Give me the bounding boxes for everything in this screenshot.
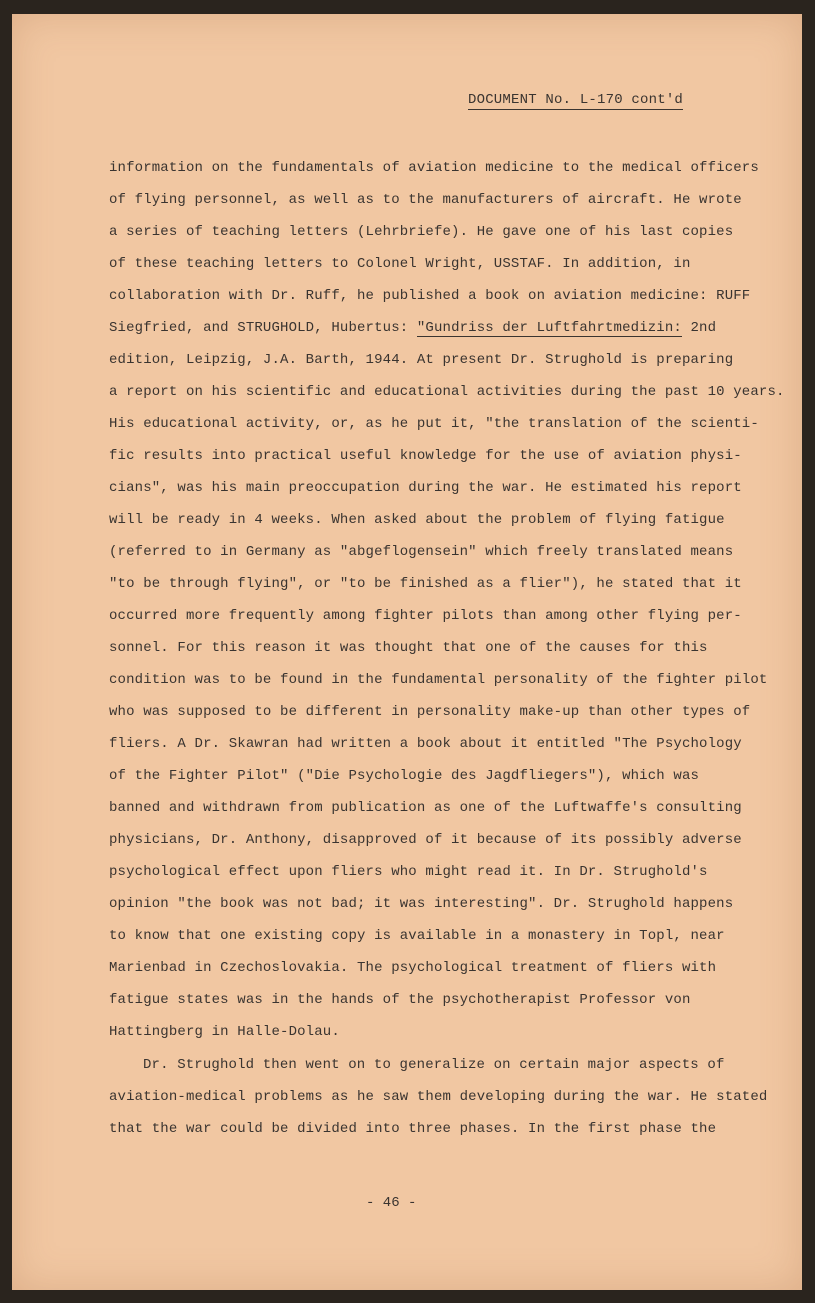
- document-reference: DOCUMENT No. L-170 cont'd: [468, 92, 684, 108]
- document-page: [12, 14, 802, 1290]
- body-line: who was supposed to be different in personality make-up than other types of: [109, 704, 751, 720]
- body-line: psychological effect upon fliers who might read it. In Dr. Strughold's: [109, 864, 708, 880]
- body-line: (referred to in Germany as "abgeflogensein" which freely translated means: [109, 544, 734, 560]
- body-line: His educational activity, or, as he put it, "the translation of the scienti-: [109, 416, 759, 432]
- body-line: to know that one existing copy is available in a monastery in Topl, near: [109, 928, 725, 944]
- body-line: aviation-medical problems as he saw them developing during the war. He stated: [109, 1089, 768, 1105]
- body-line: condition was to be found in the fundamental personality of the fighter pilot: [109, 672, 768, 688]
- body-line: [109, 320, 716, 336]
- body-line: opinion "the book was not bad; it was interesting". Dr. Strughold happens: [109, 896, 734, 912]
- body-line: of these teaching letters to Colonel Wright, USSTAF. In addition, in: [109, 256, 691, 272]
- body-line: collaboration with Dr. Ruff, he published a book on aviation medicine: RUFF: [109, 288, 751, 304]
- book-title: "Gundriss der Luftfahrtmedizin:: [416, 320, 682, 336]
- body-line: a series of teaching letters (Lehrbriefe). He gave one of his last copies: [109, 224, 734, 240]
- body-line: of the Fighter Pilot" ("Die Psychologie des Jagdfliegers"), which was: [109, 768, 700, 784]
- body-line: occurred more frequently among fighter pilots than among other flying per-: [109, 608, 742, 624]
- body-line: Hattingberg in Halle-Dolau.: [109, 1024, 340, 1040]
- body-line: banned and withdrawn from publication as one of the Luftwaffe's consulting: [109, 800, 742, 816]
- body-text: 2nd: [681, 320, 717, 336]
- body-line: a report on his scientific and educational activities during the past 10 years.: [109, 384, 785, 400]
- body-line: fliers. A Dr. Skawran had written a book about it entitled "The Psychology: [109, 736, 742, 752]
- body-line: of flying personnel, as well as to the manufacturers of aircraft. He wrote: [109, 192, 742, 208]
- body-line: "to be through flying", or "to be finished as a flier"), he stated that it: [109, 576, 742, 592]
- body-line: Dr. Strughold then went on to generalize on certain major aspects of: [143, 1057, 725, 1073]
- body-line: that the war could be divided into three phases. In the first phase the: [109, 1121, 717, 1137]
- body-line: sonnel. For this reason it was thought that one of the causes for this: [109, 640, 708, 656]
- body-line: will be ready in 4 weeks. When asked about the problem of flying fatigue: [109, 512, 725, 528]
- body-line: cians", was his main preoccupation during the war. He estimated his report: [109, 480, 742, 496]
- body-line: Marienbad in Czechoslovakia. The psychological treatment of fliers with: [109, 960, 717, 976]
- page-number: - 46 -: [366, 1195, 417, 1211]
- body-line: information on the fundamentals of aviation medicine to the medical officers: [109, 160, 759, 176]
- body-text: Siegfried, and STRUGHOLD, Hubertus:: [109, 320, 417, 336]
- body-line: fic results into practical useful knowledge for the use of aviation physi-: [109, 448, 742, 464]
- body-line: fatigue states was in the hands of the psychotherapist Professor von: [109, 992, 691, 1008]
- body-line: physicians, Dr. Anthony, disapproved of it because of its possibly adverse: [109, 832, 742, 848]
- body-line: edition, Leipzig, J.A. Barth, 1944. At present Dr. Strughold is preparing: [109, 352, 734, 368]
